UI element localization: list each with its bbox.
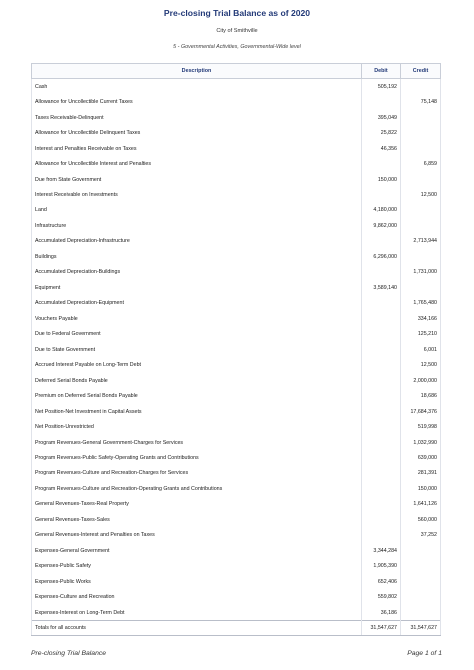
table-row [32, 559, 441, 574]
row-debit [362, 265, 401, 280]
table-body [32, 79, 441, 621]
row-description: Accumulated Depreciation-Infrastructure [32, 234, 362, 249]
row-description: Expenses-Public Safety [32, 559, 362, 574]
row-credit: 6,001 [401, 342, 441, 357]
row-description: Premium on Deferred Serial Bonds Payable [32, 388, 362, 403]
table-row [32, 497, 441, 512]
table-row [32, 94, 441, 109]
row-description: Net Position-Net Investment in Capital Assets [32, 404, 362, 419]
table-row [32, 466, 441, 481]
row-credit: 1,032,990 [401, 435, 441, 450]
row-description: Interest and Penalties Receivable on Taxes [32, 141, 362, 156]
row-debit [362, 512, 401, 527]
row-debit: 559,802 [362, 589, 401, 604]
row-debit [362, 357, 401, 372]
row-debit [362, 342, 401, 357]
row-credit: 2,713,944 [401, 234, 441, 249]
table-row [32, 342, 441, 357]
row-description: Expenses-Public Works [32, 574, 362, 589]
row-credit [401, 125, 441, 140]
table-row [32, 574, 441, 589]
row-debit [362, 481, 401, 496]
row-description: Equipment [32, 280, 362, 295]
row-credit: 125,210 [401, 327, 441, 342]
row-description: Land [32, 203, 362, 218]
row-debit: 1,905,390 [362, 559, 401, 574]
row-credit [401, 79, 441, 95]
table-row [32, 373, 441, 388]
table-row [32, 327, 441, 342]
row-credit: 6,859 [401, 156, 441, 171]
table-row [32, 357, 441, 372]
table-row [32, 419, 441, 434]
row-debit: 6,296,000 [362, 249, 401, 264]
table-header-row [32, 64, 441, 79]
row-credit: 560,000 [401, 512, 441, 527]
row-credit [401, 141, 441, 156]
totals-credit: 31,547,627 [401, 621, 441, 636]
row-credit: 2,000,000 [401, 373, 441, 388]
row-credit: 281,391 [401, 466, 441, 481]
row-debit: 9,862,000 [362, 218, 401, 233]
row-debit: 395,049 [362, 110, 401, 125]
row-debit [362, 528, 401, 543]
row-debit [362, 94, 401, 109]
table-row [32, 435, 441, 450]
row-description: Accumulated Depreciation-Equipment [32, 296, 362, 311]
row-credit [401, 559, 441, 574]
row-debit [362, 450, 401, 465]
row-credit: 1,765,480 [401, 296, 441, 311]
row-credit: 12,500 [401, 187, 441, 202]
row-credit [401, 589, 441, 604]
row-credit: 1,731,000 [401, 265, 441, 280]
row-credit: 75,148 [401, 94, 441, 109]
row-credit: 334,166 [401, 311, 441, 326]
totals-debit: 31,547,627 [362, 621, 401, 636]
row-debit [362, 187, 401, 202]
row-description: Accrued Interest Payable on Long-Term Debt [32, 357, 362, 372]
row-debit [362, 388, 401, 403]
row-debit [362, 466, 401, 481]
table-row [32, 110, 441, 125]
totals-label: Totals for all accounts [32, 621, 362, 636]
row-credit [401, 203, 441, 218]
row-description: Due from State Government [32, 172, 362, 187]
row-description: Interest Receivable on Investments [32, 187, 362, 202]
row-description: Program Revenues-General Government-Charges for Services [32, 435, 362, 450]
row-description: General Revenues-Taxes-Real Property [32, 497, 362, 512]
row-description: Expenses-Culture and Recreation [32, 589, 362, 604]
row-credit: 1,641,126 [401, 497, 441, 512]
table-row [32, 512, 441, 527]
row-description: Deferred Serial Bonds Payable [32, 373, 362, 388]
table-row [32, 249, 441, 264]
totals-row [32, 621, 441, 636]
row-description: Accumulated Depreciation-Buildings [32, 265, 362, 280]
row-credit: 18,686 [401, 388, 441, 403]
table-row [32, 296, 441, 311]
row-description: Buildings [32, 249, 362, 264]
row-debit: 652,406 [362, 574, 401, 589]
row-debit: 46,356 [362, 141, 401, 156]
row-debit: 3,344,284 [362, 543, 401, 558]
table-row [32, 156, 441, 171]
row-description: General Revenues-Interest and Penalties on Taxes [32, 528, 362, 543]
table-row [32, 605, 441, 621]
table-row [32, 125, 441, 140]
table-row [32, 234, 441, 249]
table-row [32, 311, 441, 326]
table-row [32, 203, 441, 218]
table-row [32, 280, 441, 295]
row-debit: 4,180,000 [362, 203, 401, 218]
column-header-credit: Credit [401, 64, 441, 79]
row-description: Due to State Government [32, 342, 362, 357]
table-row [32, 404, 441, 419]
row-debit [362, 311, 401, 326]
table-row [32, 481, 441, 496]
table-row [32, 589, 441, 604]
row-debit [362, 156, 401, 171]
row-description: Program Revenues-Culture and Recreation-Operating Grants and Contributions [32, 481, 362, 496]
row-description: Program Revenues-Culture and Recreation-Charges for Services [32, 466, 362, 481]
row-debit: 505,192 [362, 79, 401, 95]
footer-page-number: Page 1 of 1 [407, 650, 442, 657]
table-row [32, 450, 441, 465]
row-debit: 36,186 [362, 605, 401, 621]
row-credit [401, 110, 441, 125]
row-debit [362, 373, 401, 388]
row-debit [362, 435, 401, 450]
row-credit: 17,684,376 [401, 404, 441, 419]
footer-report-name: Pre-closing Trial Balance [31, 650, 107, 657]
table-row [32, 265, 441, 280]
row-description: Expenses-General Government [32, 543, 362, 558]
table-row [32, 543, 441, 558]
row-credit [401, 249, 441, 264]
row-credit [401, 605, 441, 621]
table-row [32, 388, 441, 403]
report-scope: 5 - Governmental Activities, Governmental-Wide level [173, 44, 301, 50]
row-debit [362, 327, 401, 342]
row-description: General Revenues-Taxes-Sales [32, 512, 362, 527]
row-debit [362, 404, 401, 419]
row-credit: 37,252 [401, 528, 441, 543]
row-description: Infrastructure [32, 218, 362, 233]
table-row [32, 141, 441, 156]
row-debit: 150,000 [362, 172, 401, 187]
row-credit: 12,500 [401, 357, 441, 372]
row-credit: 519,998 [401, 419, 441, 434]
table-row [32, 79, 441, 95]
row-credit [401, 280, 441, 295]
row-description: Due to Federal Government [32, 327, 362, 342]
trial-balance-table [31, 63, 441, 636]
row-debit: 25,822 [362, 125, 401, 140]
table-row [32, 172, 441, 187]
table-row [32, 187, 441, 202]
report-title: Pre-closing Trial Balance as of 2020 [163, 8, 311, 18]
row-credit: 150,000 [401, 481, 441, 496]
row-description: Allowance for Uncollectible Interest and Penalties [32, 156, 362, 171]
row-credit: 639,000 [401, 450, 441, 465]
column-header-debit: Debit [362, 64, 401, 79]
row-description: Net Position-Unrestricted [32, 419, 362, 434]
row-credit [401, 574, 441, 589]
row-description: Cash [32, 79, 362, 95]
row-debit: 3,589,140 [362, 280, 401, 295]
row-credit [401, 218, 441, 233]
row-description: Allowance for Uncollectible Delinquent Taxes [32, 125, 362, 140]
entity-name: City of Smithville [216, 28, 258, 34]
row-description: Allowance for Uncollectible Current Taxes [32, 94, 362, 109]
row-credit [401, 543, 441, 558]
column-header-description: Description [32, 64, 362, 79]
row-debit [362, 497, 401, 512]
row-debit [362, 234, 401, 249]
row-description: Program Revenues-Public Safety-Operating Grants and Contributions [32, 450, 362, 465]
table-row [32, 218, 441, 233]
row-description: Expenses-Interest on Long-Term Debt [32, 605, 362, 621]
row-debit [362, 296, 401, 311]
row-description: Vouchers Payable [32, 311, 362, 326]
table-row [32, 528, 441, 543]
row-debit [362, 419, 401, 434]
row-description: Taxes Receivable-Delinquent [32, 110, 362, 125]
row-credit [401, 172, 441, 187]
